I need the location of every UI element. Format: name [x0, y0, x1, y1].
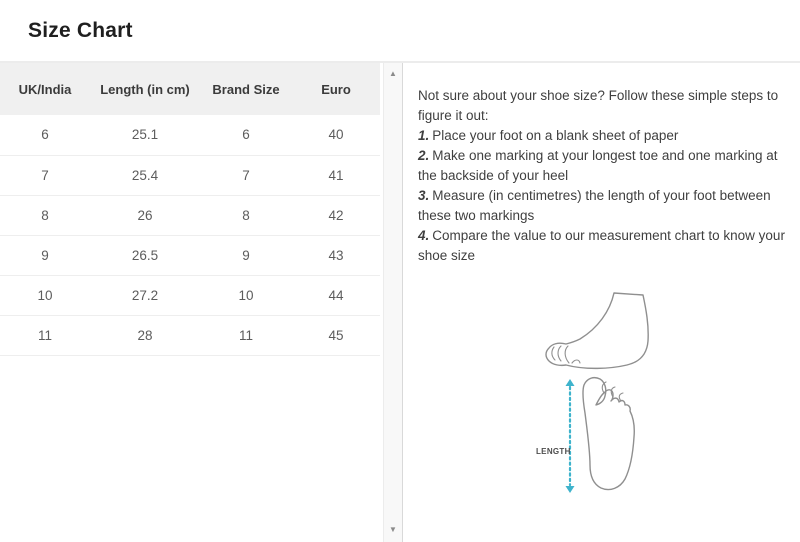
cell-uk: 9 [0, 235, 90, 275]
step-number: 2. [418, 148, 430, 163]
cell-euro: 45 [292, 315, 380, 355]
cell-euro: 40 [292, 115, 380, 155]
cell-length: 26 [90, 195, 200, 235]
foot-side-view-icon [546, 293, 648, 368]
footprint-icon [583, 378, 634, 490]
table-row [0, 195, 380, 235]
table-row [0, 155, 380, 195]
cell-euro: 42 [292, 195, 380, 235]
step-number: 3. [418, 188, 430, 203]
table-row [0, 115, 380, 155]
table-header-row [0, 63, 380, 115]
cell-length: 25.1 [90, 115, 200, 155]
instruction-step-1 [418, 126, 792, 146]
table-row [0, 235, 380, 275]
step-number: 1. [418, 128, 430, 143]
cell-uk: 11 [0, 315, 90, 355]
length-measure-line [566, 379, 575, 493]
instruction-step-3 [418, 186, 792, 226]
step-text: Place your foot on a blank sheet of paper [432, 128, 679, 143]
cell-brand: 9 [200, 235, 292, 275]
title-bar [0, 0, 800, 61]
step-text: Compare the value to our measurement chart to know your shoe size [418, 228, 785, 263]
step-text: Measure (in centimetres) the length of your foot between these two markings [418, 188, 771, 223]
cell-length: 25.4 [90, 155, 200, 195]
table-row [0, 315, 380, 355]
step-number: 4. [418, 228, 430, 243]
col-header-length-cm: Length (in cm) [90, 63, 200, 115]
cell-uk: 7 [0, 155, 90, 195]
cell-brand: 10 [200, 275, 292, 315]
step-text: Make one marking at your longest toe and one marking at the backside of your heel [418, 148, 778, 183]
length-label: LENGTH [536, 447, 571, 456]
cell-length: 28 [90, 315, 200, 355]
sizing-instructions [418, 86, 792, 266]
content-area [0, 61, 800, 542]
cell-length: 26.5 [90, 235, 200, 275]
cell-euro: 43 [292, 235, 380, 275]
size-table-panel [0, 63, 403, 542]
vertical-scrollbar[interactable] [383, 63, 402, 542]
page-title: Size Chart [28, 18, 133, 42]
scroll-up-icon[interactable]: ▲ [389, 69, 397, 78]
cell-euro: 41 [292, 155, 380, 195]
cell-brand: 8 [200, 195, 292, 235]
cell-euro: 44 [292, 275, 380, 315]
foot-measurement-diagram [530, 273, 792, 503]
table-row [0, 275, 380, 315]
cell-brand: 7 [200, 155, 292, 195]
col-header-uk-india: UK/India [0, 63, 90, 115]
cell-brand: 6 [200, 115, 292, 155]
col-header-brand-size: Brand Size [200, 63, 292, 115]
instruction-step-4 [418, 226, 792, 266]
instructions-intro: Not sure about your shoe size? Follow these simple steps to figure it out: [418, 88, 779, 123]
foot-diagram-illustration [530, 273, 730, 503]
cell-brand: 11 [200, 315, 292, 355]
col-header-euro: Euro [292, 63, 380, 115]
cell-length: 27.2 [90, 275, 200, 315]
cell-uk: 6 [0, 115, 90, 155]
cell-uk: 10 [0, 275, 90, 315]
size-table [0, 63, 380, 356]
instructions-panel [403, 63, 800, 542]
cell-uk: 8 [0, 195, 90, 235]
instruction-step-2 [418, 146, 792, 186]
scroll-down-icon[interactable]: ▼ [389, 525, 397, 534]
